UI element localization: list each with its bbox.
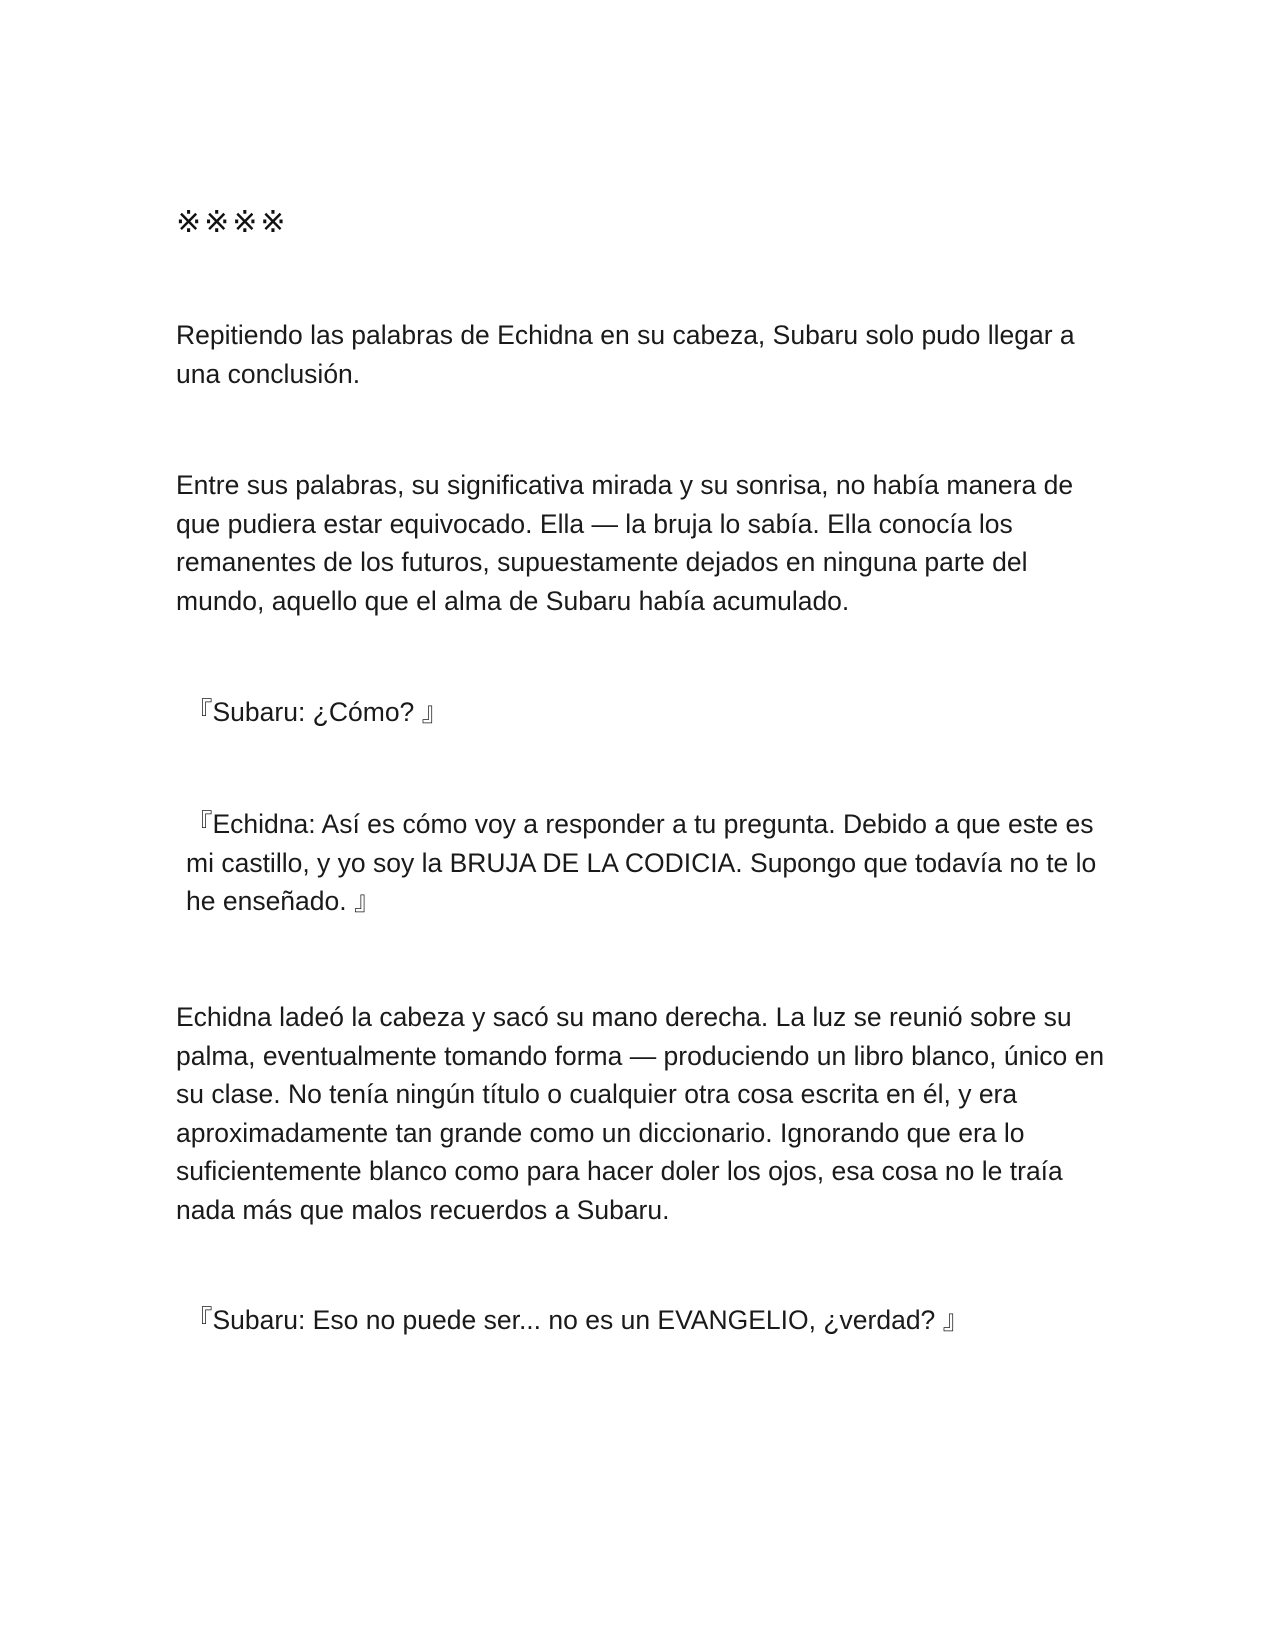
scene-separator: ※※※※ — [176, 205, 289, 240]
paragraph: Echidna ladeó la cabeza y sacó su mano derecha. La luz se reunió sobre su palma, eventualmente tomando forma — produciendo un libro blanco, único en su clase. No tenía ningún título o cualquier otra cosa escrita en él, y era aproximadamente tan grande como un diccionario. Ignorando que era lo suficientemente blanco como para hacer doler los ojos, esa cosa no le traía nada más que malos recuerdos a Subaru. — [176, 1002, 1105, 1225]
dialogue-line: 『Echidna: Así es cómo voy a responder a tu pregunta. Debido a que este es mi castillo, y yo soy la BRUJA DE LA CODICIA. Supongo que todavía no te lo he enseñado. 』 — [186, 809, 1097, 916]
paragraph: Repitiendo las palabras de Echidna en su cabeza, Subaru solo pudo llegar a una conclusión. — [176, 320, 1075, 389]
dialogue-line: 『Subaru: ¿Cómo? 』 — [186, 697, 449, 727]
paragraph: Entre sus palabras, su significativa mirada y su sonrisa, no había manera de que pudiera estar equivocado. Ella — la bruja lo sabía. Ella conocía los remanentes de los futuros, supuestamente dejados en ninguna parte del mundo, aquello que el alma de Subaru había acumulado. — [176, 470, 1074, 616]
dialogue-line: 『Subaru: Eso no puede ser... no es un EVANGELIO, ¿verdad? 』 — [186, 1305, 970, 1335]
